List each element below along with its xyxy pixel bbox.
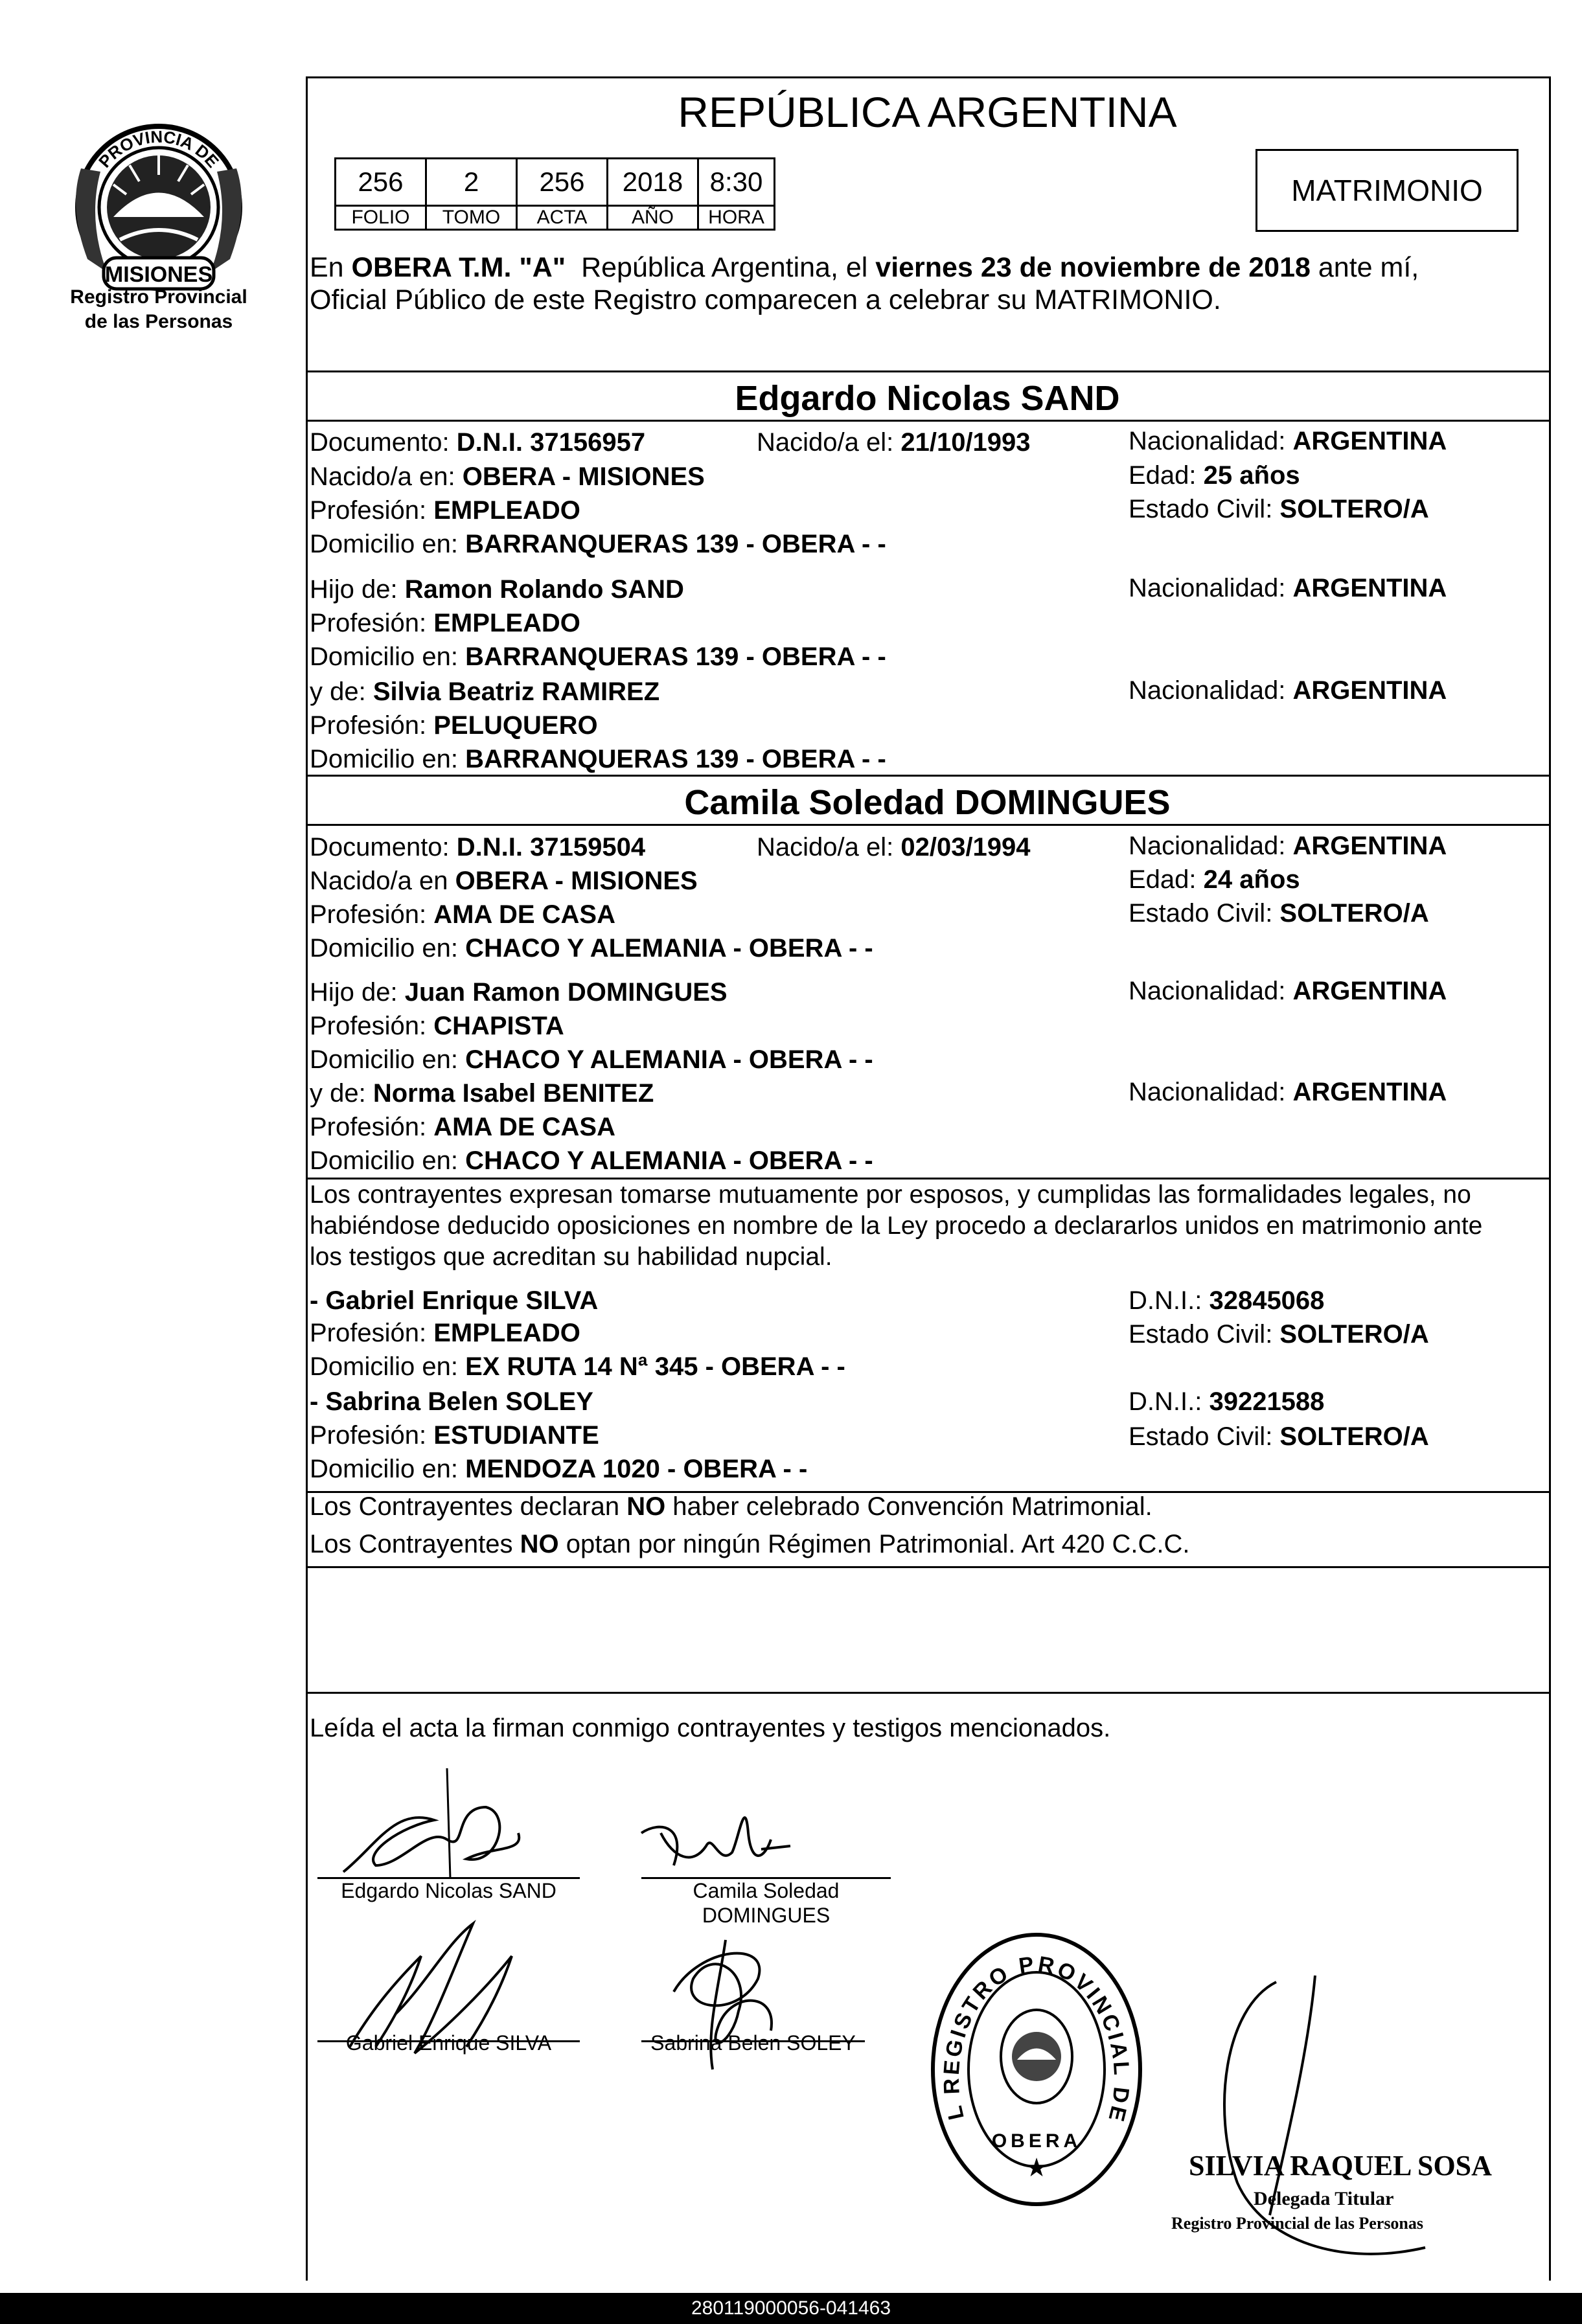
- party2-mother-nationality: Nacionalidad: ARGENTINA: [1129, 1078, 1447, 1106]
- stamp-city: OBERA: [991, 2130, 1082, 2152]
- divider: [306, 1566, 1549, 1568]
- party1-mother-nationality: Nacionalidad: ARGENTINA: [1129, 676, 1447, 705]
- divider: [306, 370, 1549, 372]
- footer-document-code: 280119000056-041463: [0, 2293, 1582, 2324]
- party2-nationality: Nacionalidad: ARGENTINA: [1129, 832, 1447, 860]
- divider: [306, 824, 1549, 826]
- regime-line-2: Los Contrayentes NO optan por ningún Régimen Patrimonial. Art 420 C.C.C.: [310, 1530, 1190, 1558]
- register-table: [334, 157, 775, 231]
- party1-profession: Profesión: EMPLEADO: [310, 496, 580, 525]
- acta-value: 256: [517, 159, 608, 206]
- registry-caption-line1: Registro Provincial: [70, 286, 247, 308]
- official-name: SILVIA RAQUEL SOSA: [1189, 2150, 1492, 2182]
- party2-mother-profession: Profesión: AMA DE CASA: [310, 1113, 615, 1141]
- party1-father-address: Domicilio en: BARRANQUERAS 139 - OBERA - -: [310, 643, 886, 671]
- signature-label-groom: Edgardo Nicolas SAND: [341, 1879, 556, 1902]
- witness1-profession: Profesión: EMPLEADO: [310, 1319, 580, 1347]
- year-label: AÑO: [608, 206, 698, 230]
- witness2-dni: D.N.I.: 39221588: [1129, 1387, 1325, 1416]
- witness2-civil-status: Estado Civil: SOLTERO/A: [1129, 1422, 1429, 1451]
- hour-value: 8:30: [698, 159, 775, 206]
- party1-mother-address: Domicilio en: BARRANQUERAS 139 - OBERA - -: [310, 745, 886, 773]
- witness2-name: - Sabrina Belen SOLEY: [310, 1387, 593, 1416]
- party1-doc: Documento: D.N.I. 37156957: [310, 428, 646, 457]
- seal-top-text: PROVINCIA DE: [95, 126, 223, 172]
- party2-profession: Profesión: AMA DE CASA: [310, 900, 615, 929]
- registry-seal-logo: [68, 110, 249, 298]
- witness2-profession: Profesión: ESTUDIANTE: [310, 1421, 599, 1450]
- party1-father-profession: Profesión: EMPLEADO: [310, 609, 580, 637]
- signature-bride: [635, 1794, 803, 1878]
- party1-age: Edad: 25 años: [1129, 461, 1300, 490]
- closing-statement: Leída el acta la firman conmigo contrayentes y testigos mencionados.: [310, 1714, 1111, 1742]
- signature-label-bride-line2: DOMINGUES: [702, 1904, 831, 1928]
- folio-label: FOLIO: [336, 206, 426, 230]
- tomo-value: 2: [426, 159, 517, 206]
- party1-mother: y de: Silvia Beatriz RAMIREZ: [310, 678, 660, 706]
- registry-office-stamp: [916, 1908, 1147, 2212]
- signature-groom: [337, 1768, 531, 1891]
- party1-mother-profession: Profesión: PELUQUERO: [310, 711, 598, 740]
- witness2-address: Domicilio en: MENDOZA 1020 - OBERA - -: [310, 1455, 808, 1483]
- divider: [306, 420, 1549, 422]
- divider: [306, 1692, 1549, 1694]
- party2-civil-status: Estado Civil: SOLTERO/A: [1129, 899, 1429, 928]
- party1-father-nationality: Nacionalidad: ARGENTINA: [1129, 574, 1447, 602]
- year-value: 2018: [608, 159, 698, 206]
- signature-label-bride-line1: Camila Soledad: [693, 1879, 840, 1902]
- folio-value: 256: [336, 159, 426, 206]
- registry-caption: [52, 285, 266, 334]
- signature-label-witness2: Sabrina Belen SOLEY: [650, 2031, 856, 2055]
- act-type-box: MATRIMONIO: [1255, 149, 1519, 232]
- party1-civil-status: Estado Civil: SOLTERO/A: [1129, 495, 1429, 523]
- party1-father: Hijo de: Ramon Rolando SAND: [310, 575, 684, 604]
- signature-label-bride: [641, 1878, 891, 1928]
- party2-born-in: Nacido/a en OBERA - MISIONES: [310, 867, 698, 895]
- signature-label-witness1: Gabriel Enrique SILVA: [345, 2031, 552, 2055]
- party1-born-in: Nacido/a en: OBERA - MISIONES: [310, 462, 705, 491]
- divider: [306, 1178, 1549, 1179]
- stamp-star-icon: ★: [1025, 2153, 1048, 2183]
- official-title: Delegada Titular: [1254, 2188, 1394, 2209]
- party2-father-nationality: Nacionalidad: ARGENTINA: [1129, 977, 1447, 1005]
- regime-line-1: Los Contrayentes declaran NO haber celebrado Convención Matrimonial.: [310, 1492, 1152, 1521]
- intro-line-1: En OBERA T.M. "A" República Argentina, el viernes 23 de noviembre de 2018 ante mí,: [310, 252, 1419, 283]
- declaration-line-1: Los contrayentes expresan tomarse mutuamente por esposos, y cumplidas las formalidades legales, no: [310, 1181, 1471, 1209]
- party2-birth: Nacido/a el: 02/03/1994: [757, 833, 1031, 861]
- acta-label: ACTA: [517, 206, 608, 230]
- party2-mother: y de: Norma Isabel BENITEZ: [310, 1079, 654, 1108]
- page-title: REPÚBLICA ARGENTINA: [678, 88, 1177, 136]
- party2-address: Domicilio en: CHACO Y ALEMANIA - OBERA - -: [310, 934, 873, 963]
- party2-age: Edad: 24 años: [1129, 865, 1300, 894]
- party2-father-address: Domicilio en: CHACO Y ALEMANIA - OBERA - -: [310, 1045, 873, 1074]
- divider: [306, 775, 1549, 777]
- party2-doc: Documento: D.N.I. 37159504: [310, 833, 646, 861]
- tomo-label: TOMO: [426, 206, 517, 230]
- seal-bottom-text: MISIONES: [104, 262, 213, 287]
- official-organization: Registro Provincial de las Personas: [1171, 2214, 1424, 2233]
- registry-caption-line2: de las Personas: [84, 310, 233, 332]
- stamp-ring-text: DELEGACION DEL REGISTRO PROVINCIAL DE LAS PERSONAS: [916, 1908, 1134, 2126]
- party1-address: Domicilio en: BARRANQUERAS 139 - OBERA - -: [310, 530, 886, 558]
- intro-line-2: Oficial Público de este Registro comparecen a celebrar su MATRIMONIO.: [310, 284, 1221, 315]
- witness1-address: Domicilio en: EX RUTA 14 Nª 345 - OBERA - -: [310, 1352, 845, 1381]
- witness1-civil-status: Estado Civil: SOLTERO/A: [1129, 1320, 1429, 1349]
- declaration-line-3: los testigos que acreditan su habilidad nupcial.: [310, 1243, 832, 1271]
- witness1-dni: D.N.I.: 32845068: [1129, 1286, 1325, 1315]
- party2-father: Hijo de: Juan Ramon DOMINGUES: [310, 978, 728, 1007]
- witness1-name: - Gabriel Enrique SILVA: [310, 1286, 599, 1315]
- party1-name: Edgardo Nicolas SAND: [735, 379, 1120, 418]
- hour-label: HORA: [698, 206, 775, 230]
- party1-birth: Nacido/a el: 21/10/1993: [757, 428, 1031, 457]
- party2-mother-address: Domicilio en: CHACO Y ALEMANIA - OBERA - -: [310, 1146, 873, 1175]
- party2-father-profession: Profesión: CHAPISTA: [310, 1012, 564, 1040]
- declaration-line-2: habiéndose deducido oposiciones en nombre de la Ley procedo a declararlos unidos en matrimonio ante: [310, 1212, 1483, 1240]
- party1-nationality: Nacionalidad: ARGENTINA: [1129, 427, 1447, 455]
- party2-name: Camila Soledad DOMINGUES: [684, 783, 1171, 822]
